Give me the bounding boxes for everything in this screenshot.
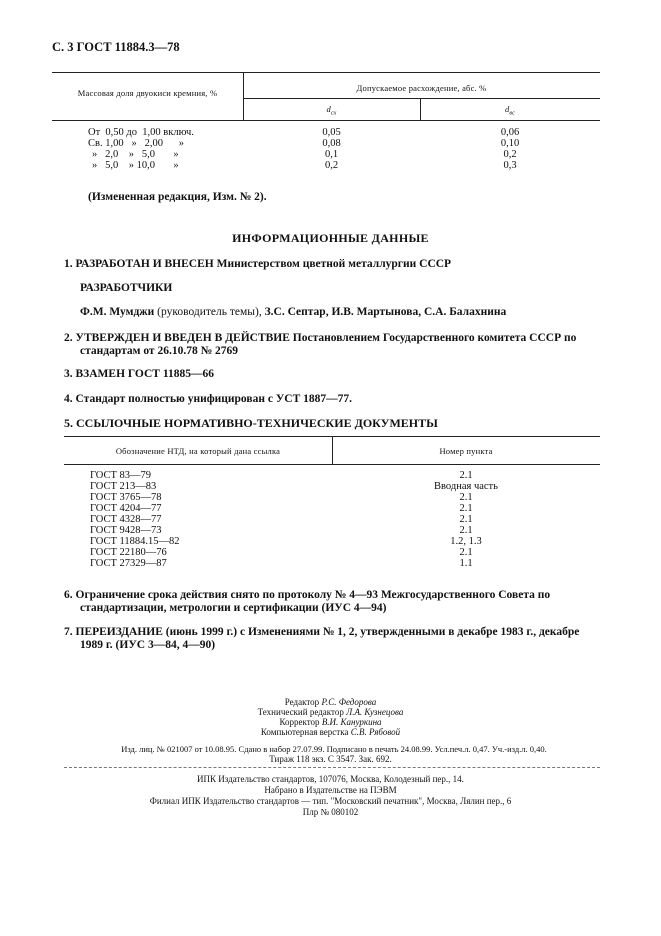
table-top-rule <box>52 72 600 73</box>
ref-point: 2.1 <box>459 492 473 503</box>
table-row: » 2,0 » 5,0 » <box>92 149 179 160</box>
imprint-editor: Редактор Р.С. Федорова <box>284 697 377 707</box>
imprint-publisher-3: Филиал ИПК Издательство стандартов — тип. "Московский печатник", Москва, Лялин пер., 6 <box>149 796 512 806</box>
col-header-tolerance: Допускаемое расхождение, абс. % <box>356 83 487 93</box>
item-5: 5. ССЫЛОЧНЫЕ НОРМАТИВНО-ТЕХНИЧЕСКИЕ ДОКУМЕНТЫ <box>64 416 438 430</box>
ref-point: 1.1 <box>459 558 473 569</box>
table-row: Св. 1,00 » 2,00 » <box>88 138 184 149</box>
change-note: (Измененная редакция, Изм. № 2). <box>88 191 267 203</box>
table-cell: 0,10 <box>500 138 520 149</box>
ref-doc: ГОСТ 4204—77 <box>90 503 162 514</box>
imprint-divider <box>64 767 600 768</box>
ref-doc: ГОСТ 4328—77 <box>90 514 162 525</box>
imprint-publisher-2: Набрано в Издательстве на ПЭВМ <box>264 785 397 795</box>
developers-label: РАЗРАБОТЧИКИ <box>80 282 173 294</box>
col-header-point: Номер пункта <box>439 446 493 456</box>
imprint-publisher-1: ИПК Издательство стандартов, 107076, Москва, Колодезный пер., 14. <box>197 774 464 784</box>
info-title: ИНФОРМАЦИОННЫЕ ДАННЫЕ <box>232 231 429 245</box>
imprint-proof: Корректор В.И. Кануркина <box>279 717 382 727</box>
table-header-bottom-rule <box>52 120 600 121</box>
item-3: 3. ВЗАМЕН ГОСТ 11885—66 <box>64 368 214 380</box>
col-header-silica: Массовая доля двуокиси кремния, % <box>77 88 218 98</box>
ref-doc: ГОСТ 3765—78 <box>90 492 162 503</box>
table-subheader-rule <box>243 98 600 99</box>
ref-point: 1.2, 1.3 <box>450 536 482 547</box>
imprint-line2: Тираж 118 экз. С 3547. Зак. 692. <box>269 754 392 764</box>
item-7-line1: 7. ПЕРЕИЗДАНИЕ (июнь 1999 г.) с Изменениями № 1, 2, утвержденными в декабре 1983 г., декабре <box>64 626 580 638</box>
table-cell: 0,05 <box>322 127 341 138</box>
ref-doc: ГОСТ 11884.15—82 <box>90 536 180 547</box>
item-2-line2: стандартам от 26.10.78 № 2769 <box>80 345 239 357</box>
col-header-ntd: Обозначение НТД, на который дана ссылка <box>115 446 281 456</box>
developers-list: Ф.М. Мумджи (руководитель темы), З.С. Септар, И.В. Мартынова, С.А. Балахнина <box>80 306 507 318</box>
subheader-d-vs: $d_{вс}$ <box>504 104 516 117</box>
table-cell: 0,1 <box>324 149 339 160</box>
table-cell: 0,2 <box>324 160 339 171</box>
table-row: » 5,0 » 10,0 » <box>92 160 179 171</box>
imprint-layout: Компьютерная верстка С.В. Рябовой <box>260 727 401 737</box>
table-cell: 0,06 <box>500 127 520 138</box>
table-row: От 0,50 до 1,00 включ. <box>88 127 194 138</box>
ref-doc: ГОСТ 22180—76 <box>90 547 167 558</box>
subheader-d-sx: $d_{сх}$ <box>326 104 337 117</box>
item-1: 1. РАЗРАБОТАН И ВНЕСЕН Министерством цветной металлургии СССР <box>64 258 452 270</box>
ref-doc: ГОСТ 9428—73 <box>90 525 162 536</box>
imprint-line1: Изд. лиц. № 021007 от 10.08.95. Сдано в набор 27.07.99. Подписано в печать 24.08.99. Усл.печ.л. 0,47. Уч.-изд.л. 0,40. <box>121 744 547 754</box>
table-cell: 0,2 <box>503 149 517 160</box>
ref-point: Вводная часть <box>434 481 498 492</box>
imprint-tech: Технический редактор Л.А. Кузнецова <box>257 707 404 717</box>
ref-point: 2.1 <box>459 547 473 558</box>
table-cell: 0,08 <box>322 138 341 149</box>
ref-point: 2.1 <box>459 503 473 514</box>
table2-header-rule <box>64 464 600 465</box>
item-6-line2: стандартизации, метрологии и сертификации (ИУС 4—94) <box>80 602 387 614</box>
ref-doc: ГОСТ 213—83 <box>90 481 157 492</box>
item-6-line1: 6. Ограничение срока действия снято по протоколу № 4—93 Межгосударственного Совета по <box>64 589 551 601</box>
imprint-publisher-4: Плр № 080102 <box>302 807 359 817</box>
item-4: 4. Стандарт полностью унифицирован с УСТ 1887—77. <box>64 393 353 405</box>
item-2-line1: 2. УТВЕРЖДЕН И ВВЕДЕН В ДЕЙСТВИЕ Постановлением Государственного комитета СССР по <box>64 332 577 344</box>
table-cell: 0,3 <box>503 160 517 171</box>
ref-point: 2.1 <box>459 525 473 536</box>
item-7-line2: 1989 г. (ИУС 3—84, 4—90) <box>80 639 216 651</box>
ref-point: 2.1 <box>459 514 473 525</box>
ref-doc: ГОСТ 27329—87 <box>90 558 167 569</box>
ref-point: 2.1 <box>459 470 473 481</box>
ref-doc: ГОСТ 83—79 <box>90 470 152 481</box>
page-header: С. 3 ГОСТ 11884.3—78 <box>52 40 180 54</box>
